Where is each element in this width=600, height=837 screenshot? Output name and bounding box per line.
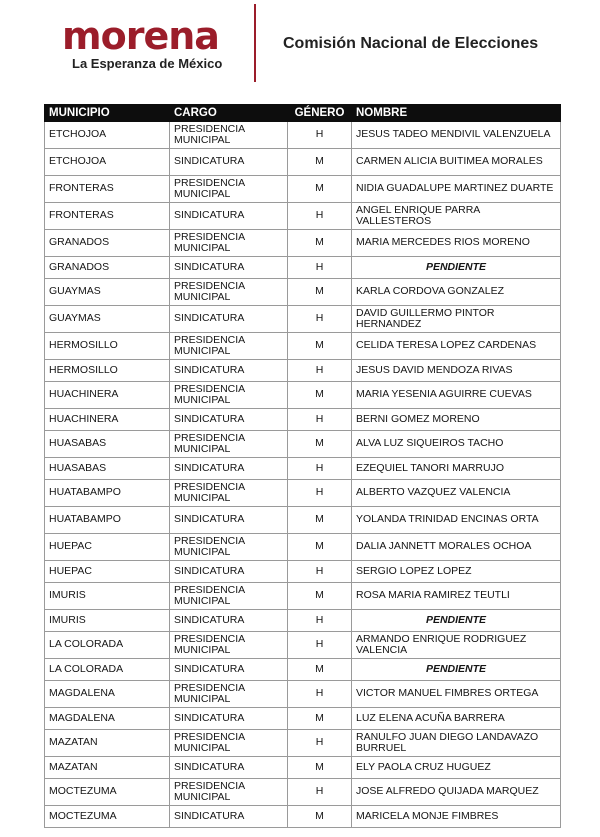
cell-cargo: PRESIDENCIA MUNICIPAL	[170, 480, 288, 507]
cell-nombre: KARLA CORDOVA GONZALEZ	[352, 279, 561, 306]
table-row	[45, 409, 561, 431]
commission-title: Comisión Nacional de Elecciones	[283, 35, 539, 52]
cell-genero: H	[288, 257, 352, 279]
cell-nombre: SERGIO LOPEZ LOPEZ	[352, 561, 561, 583]
header-divider	[254, 4, 256, 82]
candidates-table-wrap	[44, 104, 560, 828]
table-row	[45, 681, 561, 708]
cell-genero: M	[288, 431, 352, 458]
cell-cargo: SINDICATURA	[170, 561, 288, 583]
cell-cargo: PRESIDENCIA MUNICIPAL	[170, 583, 288, 610]
cell-municipio: MAGDALENA	[45, 681, 170, 708]
column-header-nombre: NOMBRE	[352, 105, 561, 122]
cell-genero: H	[288, 360, 352, 382]
table-row	[45, 779, 561, 806]
cell-genero: M	[288, 230, 352, 257]
cell-cargo: PRESIDENCIA MUNICIPAL	[170, 230, 288, 257]
cell-genero: H	[288, 779, 352, 806]
cell-nombre: YOLANDA TRINIDAD ENCINAS ORTA	[352, 507, 561, 534]
cell-cargo: SINDICATURA	[170, 409, 288, 431]
cell-nombre: DAVID GUILLERMO PINTOR HERNANDEZ	[352, 306, 561, 333]
table-row	[45, 458, 561, 480]
cell-municipio: FRONTERAS	[45, 176, 170, 203]
cell-genero: M	[288, 333, 352, 360]
table-row	[45, 480, 561, 507]
table-row	[45, 382, 561, 409]
logo-subtitle: La Esperanza de México	[72, 56, 223, 71]
table-row	[45, 561, 561, 583]
cell-genero: H	[288, 681, 352, 708]
cell-municipio: GUAYMAS	[45, 279, 170, 306]
cell-cargo: PRESIDENCIA MUNICIPAL	[170, 779, 288, 806]
cell-nombre: CARMEN ALICIA BUITIMEA MORALES	[352, 149, 561, 176]
cell-cargo: SINDICATURA	[170, 360, 288, 382]
cell-genero: H	[288, 480, 352, 507]
cell-genero: M	[288, 279, 352, 306]
cell-nombre: DALIA JANNETT MORALES OCHOA	[352, 534, 561, 561]
cell-genero: H	[288, 306, 352, 333]
table-row	[45, 431, 561, 458]
cell-nombre: ARMANDO ENRIQUE RODRIGUEZ VALENCIA	[352, 632, 561, 659]
cell-cargo: PRESIDENCIA MUNICIPAL	[170, 730, 288, 757]
cell-nombre: VICTOR MANUEL FIMBRES ORTEGA	[352, 681, 561, 708]
cell-nombre: JOSE ALFREDO QUIJADA MARQUEZ	[352, 779, 561, 806]
table-row	[45, 507, 561, 534]
table-row	[45, 583, 561, 610]
cell-cargo: SINDICATURA	[170, 458, 288, 480]
cell-municipio: FRONTERAS	[45, 203, 170, 230]
cell-nombre: ROSA MARIA RAMIREZ TEUTLI	[352, 583, 561, 610]
table-row	[45, 730, 561, 757]
cell-cargo: SINDICATURA	[170, 757, 288, 779]
cell-cargo: SINDICATURA	[170, 659, 288, 681]
cell-municipio: GRANADOS	[45, 257, 170, 279]
table-row	[45, 806, 561, 828]
cell-genero: M	[288, 149, 352, 176]
cell-cargo: SINDICATURA	[170, 610, 288, 632]
cell-cargo: PRESIDENCIA MUNICIPAL	[170, 681, 288, 708]
cell-cargo: PRESIDENCIA MUNICIPAL	[170, 176, 288, 203]
cell-genero: H	[288, 458, 352, 480]
cell-nombre: PENDIENTE	[352, 659, 561, 681]
table-header	[45, 105, 561, 122]
cell-municipio: MAZATAN	[45, 730, 170, 757]
candidates-table	[44, 104, 561, 828]
table-row	[45, 632, 561, 659]
cell-cargo: SINDICATURA	[170, 149, 288, 176]
cell-genero: M	[288, 659, 352, 681]
cell-cargo: SINDICATURA	[170, 708, 288, 730]
table-row	[45, 149, 561, 176]
cell-municipio: HUEPAC	[45, 561, 170, 583]
cell-genero: M	[288, 176, 352, 203]
table-row	[45, 610, 561, 632]
cell-nombre: ANGEL ENRIQUE PARRA VALLESTEROS	[352, 203, 561, 230]
cell-genero: H	[288, 409, 352, 431]
cell-municipio: ETCHOJOA	[45, 122, 170, 149]
cell-nombre: ELY PAOLA CRUZ HUGUEZ	[352, 757, 561, 779]
cell-municipio: HERMOSILLO	[45, 360, 170, 382]
column-header-cargo: CARGO	[170, 105, 288, 122]
table-row	[45, 176, 561, 203]
cell-nombre: CELIDA TERESA LOPEZ CARDENAS	[352, 333, 561, 360]
table-row	[45, 360, 561, 382]
cell-cargo: PRESIDENCIA MUNICIPAL	[170, 632, 288, 659]
cell-municipio: GRANADOS	[45, 230, 170, 257]
cell-genero: M	[288, 534, 352, 561]
cell-cargo: PRESIDENCIA MUNICIPAL	[170, 534, 288, 561]
table-row	[45, 659, 561, 681]
cell-genero: H	[288, 122, 352, 149]
cell-genero: H	[288, 632, 352, 659]
cell-municipio: MOCTEZUMA	[45, 806, 170, 828]
cell-genero: H	[288, 610, 352, 632]
cell-municipio: HUASABAS	[45, 431, 170, 458]
cell-genero: M	[288, 382, 352, 409]
cell-nombre: JESUS DAVID MENDOZA RIVAS	[352, 360, 561, 382]
cell-municipio: HUACHINERA	[45, 409, 170, 431]
cell-municipio: IMURIS	[45, 610, 170, 632]
cell-genero: M	[288, 583, 352, 610]
cell-genero: H	[288, 203, 352, 230]
cell-municipio: MAGDALENA	[45, 708, 170, 730]
cell-cargo: PRESIDENCIA MUNICIPAL	[170, 279, 288, 306]
morena-logo: morena	[62, 14, 219, 58]
cell-nombre: LUZ ELENA ACUÑA BARRERA	[352, 708, 561, 730]
cell-municipio: HUACHINERA	[45, 382, 170, 409]
cell-municipio: MAZATAN	[45, 757, 170, 779]
cell-genero: M	[288, 507, 352, 534]
cell-cargo: SINDICATURA	[170, 203, 288, 230]
cell-municipio: LA COLORADA	[45, 632, 170, 659]
cell-cargo: SINDICATURA	[170, 806, 288, 828]
cell-nombre: ALVA LUZ SIQUEIROS TACHO	[352, 431, 561, 458]
cell-genero: M	[288, 806, 352, 828]
cell-municipio: ETCHOJOA	[45, 149, 170, 176]
cell-nombre: MARIA MERCEDES RIOS MORENO	[352, 230, 561, 257]
cell-nombre: EZEQUIEL TANORI MARRUJO	[352, 458, 561, 480]
table-body	[45, 122, 561, 828]
cell-cargo: PRESIDENCIA MUNICIPAL	[170, 122, 288, 149]
cell-municipio: HERMOSILLO	[45, 333, 170, 360]
cell-municipio: HUATABAMPO	[45, 507, 170, 534]
table-row	[45, 306, 561, 333]
cell-nombre: PENDIENTE	[352, 257, 561, 279]
cell-genero: M	[288, 708, 352, 730]
column-header-municipio: MUNICIPIO	[45, 105, 170, 122]
cell-nombre: MARICELA MONJE FIMBRES	[352, 806, 561, 828]
cell-cargo: SINDICATURA	[170, 507, 288, 534]
cell-nombre: PENDIENTE	[352, 610, 561, 632]
table-row	[45, 203, 561, 230]
table-row	[45, 122, 561, 149]
page-header	[0, 0, 600, 100]
cell-nombre: ALBERTO VAZQUEZ VALENCIA	[352, 480, 561, 507]
cell-municipio: HUASABAS	[45, 458, 170, 480]
cell-nombre: MARIA YESENIA AGUIRRE CUEVAS	[352, 382, 561, 409]
table-row	[45, 333, 561, 360]
cell-municipio: HUEPAC	[45, 534, 170, 561]
table-row	[45, 257, 561, 279]
cell-genero: H	[288, 561, 352, 583]
cell-municipio: MOCTEZUMA	[45, 779, 170, 806]
cell-municipio: HUATABAMPO	[45, 480, 170, 507]
cell-cargo: PRESIDENCIA MUNICIPAL	[170, 333, 288, 360]
table-header-row	[45, 105, 561, 122]
cell-nombre: BERNI GOMEZ MORENO	[352, 409, 561, 431]
cell-cargo: SINDICATURA	[170, 306, 288, 333]
table-row	[45, 230, 561, 257]
cell-cargo: PRESIDENCIA MUNICIPAL	[170, 382, 288, 409]
table-row	[45, 708, 561, 730]
column-header-genero: GÉNERO	[288, 105, 352, 122]
cell-genero: H	[288, 730, 352, 757]
cell-nombre: RANULFO JUAN DIEGO LANDAVAZO BURRUEL	[352, 730, 561, 757]
table-row	[45, 534, 561, 561]
cell-municipio: IMURIS	[45, 583, 170, 610]
cell-nombre: NIDIA GUADALUPE MARTINEZ DUARTE	[352, 176, 561, 203]
cell-cargo: SINDICATURA	[170, 257, 288, 279]
table-row	[45, 279, 561, 306]
cell-municipio: GUAYMAS	[45, 306, 170, 333]
table-row	[45, 757, 561, 779]
cell-genero: M	[288, 757, 352, 779]
cell-nombre: JESUS TADEO MENDIVIL VALENZUELA	[352, 122, 561, 149]
cell-cargo: PRESIDENCIA MUNICIPAL	[170, 431, 288, 458]
cell-municipio: LA COLORADA	[45, 659, 170, 681]
